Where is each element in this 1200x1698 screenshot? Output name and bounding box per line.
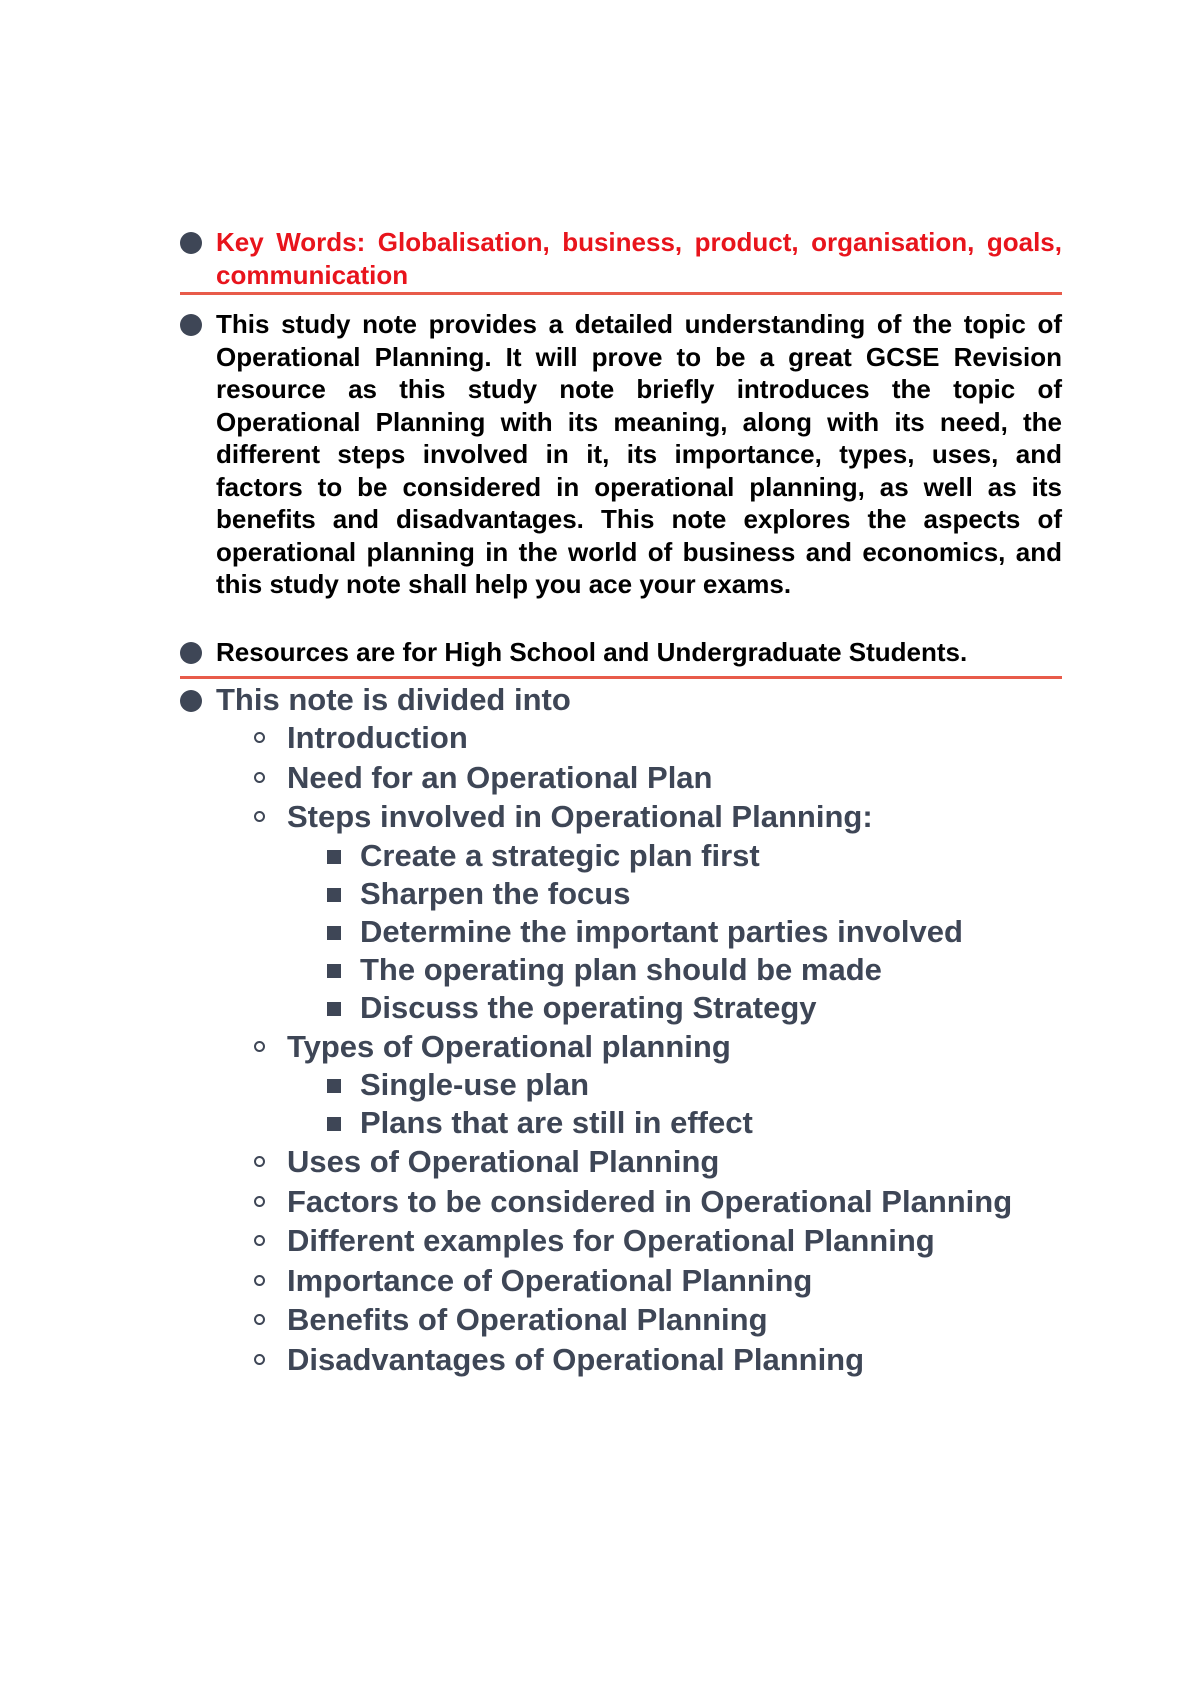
description-section <box>180 308 1062 601</box>
list-item <box>180 1261 1080 1301</box>
list-item <box>180 1142 1080 1182</box>
list-item-label: Different examples for Operational Planning <box>287 1223 935 1258</box>
audience-text: Resources are for High School and Undergraduate Students. <box>216 637 968 667</box>
square-bullet-icon <box>327 1002 341 1016</box>
bullet-disc-icon <box>180 642 202 664</box>
audience-bullet <box>180 636 1062 669</box>
contents-heading-bullet <box>180 680 1062 720</box>
circle-bullet-icon <box>254 1041 265 1052</box>
list-item <box>180 1104 1080 1142</box>
keywords-section <box>180 226 1062 291</box>
contents-list <box>180 718 1080 1379</box>
keywords-bullet <box>180 226 1062 291</box>
circle-bullet-icon <box>254 1314 265 1325</box>
keywords-text: Key Words: Globalisation, business, product, organisation, goals, communication <box>216 227 1062 290</box>
list-item <box>180 1027 1080 1067</box>
list-item-label: Benefits of Operational Planning <box>287 1302 768 1337</box>
list-item <box>180 989 1080 1027</box>
list-item <box>180 951 1080 989</box>
square-bullet-icon <box>327 888 341 902</box>
circle-bullet-icon <box>254 811 265 822</box>
list-item-label: Single-use plan <box>360 1067 590 1102</box>
circle-bullet-icon <box>254 1275 265 1286</box>
list-item <box>180 1340 1080 1380</box>
description-bullet <box>180 308 1062 601</box>
list-item-label: Disadvantages of Operational Planning <box>287 1341 865 1377</box>
contents-section <box>180 680 1062 720</box>
list-item <box>180 1221 1080 1261</box>
list-item-label: The operating plan should be made <box>360 951 882 987</box>
list-item <box>180 718 1080 758</box>
list-item <box>180 797 1080 837</box>
description-text: This study note provides a detailed understanding of the topic of Operational Planning. It will prove to be a great GCSE Revision resource as this study note briefly introduces the topic of Operational Planning with its meaning, along with its need, the different steps involved in it, its importance, types, uses, and factors to be considered in operational planning, as well as its benefits and disadvantages. This note explores the aspects of operational planning in the world of business and economics, and this study note shall help you ace your exams. <box>216 309 1062 599</box>
circle-bullet-icon <box>254 1156 265 1167</box>
circle-bullet-icon <box>254 1196 265 1207</box>
list-item-label: Types of Operational planning <box>287 1028 731 1064</box>
list-item <box>180 875 1080 913</box>
circle-bullet-icon <box>254 732 265 743</box>
audience-section <box>180 636 1062 669</box>
bullet-disc-icon <box>180 690 202 712</box>
contents-heading: This note is divided into <box>216 682 571 717</box>
section-divider <box>180 292 1062 295</box>
list-item-label: Create a strategic plan first <box>360 837 760 873</box>
list-item <box>180 913 1080 951</box>
list-item <box>180 1300 1080 1340</box>
circle-bullet-icon <box>254 1235 265 1246</box>
list-item-label: Discuss the operating Strategy <box>360 989 817 1025</box>
list-item <box>180 837 1080 875</box>
list-item-label: Plans that are still in effect <box>360 1105 753 1140</box>
square-bullet-icon <box>327 850 341 864</box>
square-bullet-icon <box>327 926 341 940</box>
square-bullet-icon <box>327 1079 341 1093</box>
list-item-label: Steps involved in Operational Planning: <box>287 799 873 834</box>
list-item-label: Introduction <box>287 720 468 755</box>
circle-bullet-icon <box>254 1354 265 1365</box>
list-item-label: Determine the important parties involved <box>360 913 963 949</box>
bullet-disc-icon <box>180 314 202 336</box>
list-item-label: Importance of Operational Planning <box>287 1262 813 1298</box>
list-item-label: Need for an Operational Plan <box>287 759 713 795</box>
list-item-label: Sharpen the focus <box>360 875 631 911</box>
section-divider <box>180 676 1062 679</box>
list-item <box>180 758 1080 798</box>
circle-bullet-icon <box>254 772 265 783</box>
square-bullet-icon <box>327 1117 341 1131</box>
square-bullet-icon <box>327 964 341 978</box>
list-item-label: Uses of Operational Planning <box>287 1144 720 1179</box>
bullet-disc-icon <box>180 232 202 254</box>
list-item-label: Factors to be considered in Operational Planning <box>287 1183 1013 1219</box>
list-item <box>180 1182 1080 1222</box>
list-item <box>180 1066 1080 1104</box>
